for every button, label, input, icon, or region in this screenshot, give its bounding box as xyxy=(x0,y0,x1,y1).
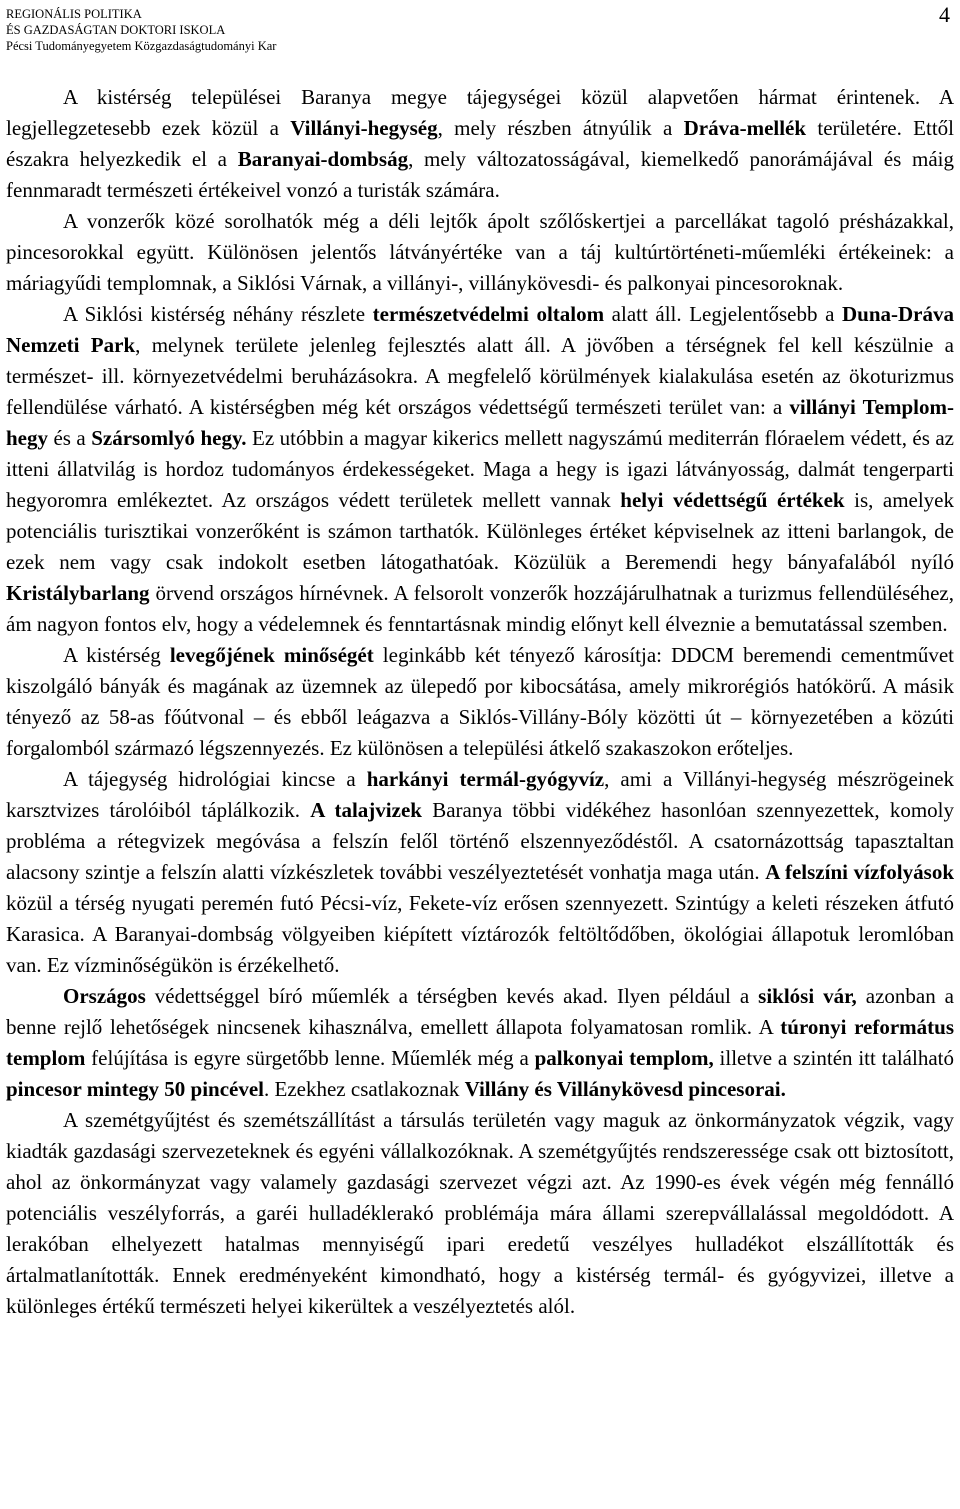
header-line-3: Pécsi Tudományegyetem Közgazdaságtudományi Kar xyxy=(6,39,277,53)
paragraph xyxy=(6,640,954,764)
bold-text-run: helyi védettségű értékek xyxy=(620,488,845,512)
text-run: A szemétgyűjtést és szemétszállítást a társulás területén vagy maguk az önkormányzatok végzik, vagy kiadták gazdasági szervezeteknek és egyéni vállalkozóknak. A szemétgyűjtés rendszeressége csak ott biztosított, ahol az önkormányzat vagy valamely gazdasági szervezet végzi azt. Az 1990-es évek végén még fennálló potenciális veszélyforrás, a garéi hulladéklerakó problémája mára állami szerepvállalással megoldódott. A lerakóban elhelyezett hatalmas mennyiségű ipari eredetű veszélyes hulladékot elszállították és ártalmatlanították. Ennek eredményeként kimondható, hogy a kistérség termál- és gyógyvizei, illetve a különleges értékű természeti helyei kikerültek a veszélyeztetés alól. xyxy=(6,1108,954,1318)
text-run: illetve a szintén itt található xyxy=(713,1046,954,1070)
text-run: . Ezekhez csatlakoznak xyxy=(264,1077,465,1101)
text-run: , melynek területe jelenleg fejlesztés alatt áll. A jövőben a térségnek fel kell készülnie a természet- ill. környezetvédelmi beruházásokra. A megfelelő körülmények kialakulása esetén az ökoturizmus fellendülése várható. A kistérségben még két országos védettségű természeti terület van: a xyxy=(6,333,954,419)
bold-text-run: pincesor mintegy 50 pincével xyxy=(6,1077,265,1101)
text-run: és a xyxy=(48,426,92,450)
text-run: leginkább két tényező károsítja: DDCM beremendi cementművet kiszolgáló bányák és magának az üzemnek az ülepedő por kibocsátása, amely mikrorégiós hatókörű. A másik tényező az 58-as főútvonal – és ebből leágazva a Siklós-Villány-Bóly közötti út – környezetében a közúti forgalomból származó légszennyezés. Ez különösen a települési átkelő szakaszokon erőteljes. xyxy=(6,643,954,760)
bold-text-run: levegőjének minőségét xyxy=(169,643,374,667)
bold-text-run: túronyi református templom xyxy=(6,1015,955,1070)
paragraph xyxy=(6,299,954,640)
text-run: felújítása is egyre sürgetőbb lenne. Műemlék még a xyxy=(85,1046,535,1070)
document-body xyxy=(6,82,954,1322)
text-run: védettséggel bíró műemlék a térségben kevés akad. Ilyen például a xyxy=(145,984,759,1008)
bold-text-run: Villány és Villánykövesd pincesorai. xyxy=(464,1077,786,1101)
text-run: A kistérség xyxy=(63,643,170,667)
text-run: , mely változatosságával, kiemelkedő panorámájával és máig fennmaradt természeti értékeivel vonzó a turisták számára. xyxy=(6,147,954,202)
bold-text-run: A felszíni vízfolyások xyxy=(765,860,954,884)
page-number: 4 xyxy=(939,2,950,27)
text-run: A tájegység hidrológiai kincse a xyxy=(63,767,367,791)
bold-text-run: Kristálybarlang xyxy=(6,581,150,605)
bold-text-run: Baranyai-dombság xyxy=(237,147,409,171)
header-line-1: REGIONÁLIS POLITIKA xyxy=(6,7,142,21)
text-run: A vonzerők közé sorolhatók még a déli lejtők ápolt szőlőskertjei a parcellákat tagoló présházakkal, pincesorokkal együtt. Különösen jelentős látványértéke van a táj kultúrtörténeti-műemléki értékeinek: a máriagyűdi templomnak, a Siklósi Várnak, a villányi-, villánykövesdi- és palkonyai pincesoroknak. xyxy=(6,209,954,295)
text-run: Baranya többi vidékéhez hasonlóan szennyezettek, komoly probléma a rétegvizek megóvása a felszín felől történő elszennyeződéstől. A csatornázottság tapasztaltan alacsony szintje a felszín alatti vízkészletek további veszélyeztetését vonhatja maga után. xyxy=(6,798,954,884)
bold-text-run: Országos xyxy=(63,984,146,1008)
text-run: A Siklósi kistérség néhány részlete xyxy=(63,302,373,326)
bold-text-run: Szársomlyó hegy. xyxy=(91,426,247,450)
text-run: örvend országos hírnévnek. A felsorolt vonzerők hozzájárulhatnak a turizmus fellendüléséhez, ám nagyon fontos elv, hogy a védelemnek és fenntartásnak mindig előnyt kell élveznie a bemutatással szemben. xyxy=(6,581,954,636)
bold-text-run: természetvédelmi oltalom xyxy=(372,302,605,326)
text-run: , ami a Villányi-hegység mészrögeinek karsztvizes tárolóiból táplálkozik. xyxy=(6,767,955,822)
paragraph xyxy=(6,981,954,1105)
text-run: területére. Ettől északra helyezkedik el a xyxy=(6,116,955,171)
bold-text-run: harkányi termál-gyógyvíz xyxy=(366,767,605,791)
bold-text-run: Duna-Dráva Nemzeti Park xyxy=(6,302,954,357)
bold-text-run: palkonyai templom, xyxy=(534,1046,714,1070)
text-run: is, amelyek potenciális turisztikai vonzerőként is számon tarthatók. Különleges értéket képviselnek az itteni barlangok, de ezek nem vagy csak indokolt esetben látogathatóak. Közülük a Beremendi hegy bányafalából nyíló xyxy=(6,488,955,574)
text-run: Ez utóbbin a magyar kikerics mellett nagyszámú mediterrán flóraelem védett, és az itteni állatvilág is hordoz tudományos érdekességeket. Maga a hegy is igazi látványosság, dalmát tengerparti hegyoromra emlékeztet. Az országos védett területek mellett vannak xyxy=(6,426,954,512)
text-run: alatt áll. Legjelentősebb a xyxy=(604,302,842,326)
text-run: , mely részben átnyúlik a xyxy=(437,116,684,140)
document-header xyxy=(6,6,276,54)
text-run: azonban a benne rejlő lehetőségek nincsenek kihasználva, emellett állapota folyamatosan romlik. A xyxy=(6,984,954,1039)
bold-text-run: villányi Templom-hegy xyxy=(6,395,955,450)
paragraph xyxy=(6,764,954,981)
text-run: A kistérség települései Baranya megye tájegységei közül alapvetően hármat érintenek. A legjellegzetesebb ezek közül a xyxy=(6,85,954,140)
paragraph xyxy=(6,82,954,206)
bold-text-run: Dráva-mellék xyxy=(683,116,807,140)
header-line-2: ÉS GAZDASÁGTAN DOKTORI ISKOLA xyxy=(6,23,226,37)
text-run: közül a térség nyugati peremén futó Pécsi-víz, Fekete-víz erősen szennyezett. Szintúgy a keleti részeken átfutó Karasica. A Baranyai-dombság völgyeiben kiépített víztározók feltöltődőben, ökológiai állapotuk leromlóban van. Ez vízminőségükön is érzékelhető. xyxy=(6,891,954,977)
paragraph xyxy=(6,1105,954,1322)
bold-text-run: A talajvizek xyxy=(310,798,422,822)
bold-text-run: Villányi-hegység xyxy=(290,116,438,140)
bold-text-run: siklósi vár, xyxy=(758,984,857,1008)
paragraph xyxy=(6,206,954,299)
